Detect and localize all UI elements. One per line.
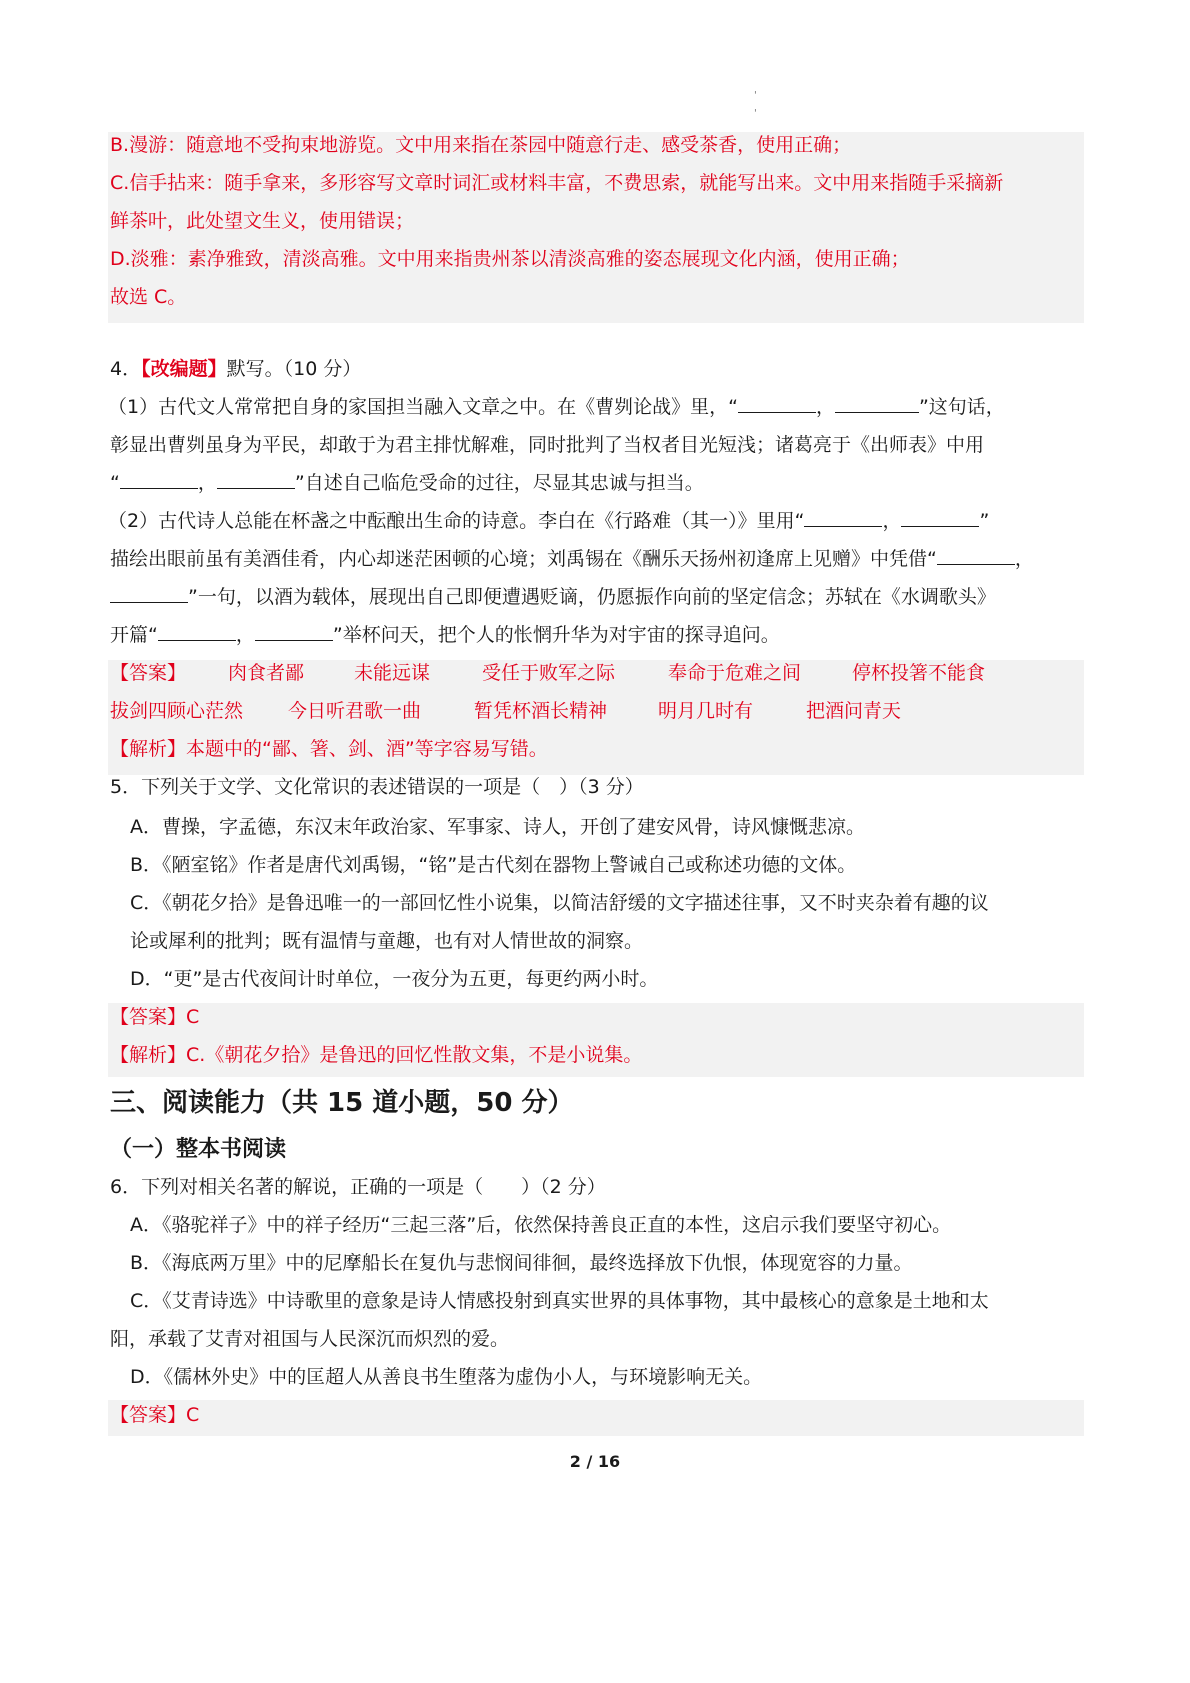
text: （2）古代诗人总能在杯盏之中酝酿出生命的诗意。李白在《行路难（其一）》里用“ [108,510,805,532]
fill-blank[interactable] [738,394,816,413]
scan-mark: ' [754,90,757,101]
q6-option-b: B．《海底两万里》中的尼摩船长在复仇与悲悯间徘徊，最终选择放下仇恨，体现宽容的力量。 [130,1252,913,1274]
answer-item: 把酒问青天 [806,700,902,722]
text: ”这句话， [918,396,1005,418]
q3-explain-c-line1: C.信手拈来：随手拿来，多形容写文章时词汇或材料丰富，不费思索，就能写出来。文中用来指随手采摘新 [110,172,1004,194]
q4-part1-line1 [108,394,1005,420]
answer-label: 【答案】 [110,1404,187,1426]
fill-blank[interactable] [804,508,882,527]
question-title: 默写。（10 分） [226,358,362,380]
page-number: 2 / 16 [569,1452,621,1471]
answer-item: 奉命于危难之间 [668,662,802,684]
q5-option-c-line1: C．《朝花夕拾》是鲁迅唯一的一部回忆性小说集，以简洁舒缓的文字描述往事，又不时夹杂着有趣的议 [130,892,989,914]
fill-blank[interactable] [110,584,188,603]
question-tag: 【改编题】 [141,358,227,380]
explain-label: 【解析】 [110,738,187,760]
q4-explanation [110,736,548,762]
q5-option-d: D．“更”是古代夜间计时单位，一夜分为五更，每更约两小时。 [130,968,659,990]
q4-part2-line2 [110,546,1034,572]
q5-stem: 5．下列关于文学、文化常识的表述错误的一项是（ ）（3 分） [110,776,644,798]
text: ， [1014,548,1034,570]
answer-value: C [186,1006,200,1028]
q4-part2-line1 [108,508,989,534]
text: ”自述自己临危受命的过往，尽显其忠诚与担当。 [294,472,704,494]
q6-option-c-line1: C．《艾青诗选》中诗歌里的意象是诗人情感投射到真实世界的具体事物，其中最核心的意象是土地和太 [130,1290,989,1312]
answer-item: 未能远谋 [354,662,431,684]
text: 描绘出眼前虽有美酒佳肴，内心却迷茫困顿的心境；刘禹锡在《酬乐天扬州初逢席上见赠》中凭借“ [110,548,937,570]
text: “ [110,472,120,494]
answer-item: 暂凭杯酒长精神 [474,700,608,722]
text: ， [815,396,835,418]
q6-option-d: D．《儒林外史》中的匡超人从善良书生堕落为虚伪小人，与环境影响无关。 [130,1366,763,1388]
answer-item: 肉食者鄙 [228,662,305,684]
q6-stem: 6．下列对相关名著的解说，正确的一项是（ ）（2 分） [110,1176,606,1198]
scan-mark: ' [754,108,757,119]
q3-explain-b: B.漫游：随意地不受拘束地游览。文中用来指在茶园中随意行走、感受茶香，使用正确； [110,134,852,156]
text: ”举杯问天，把个人的怅惘升华为对宇宙的探寻追问。 [332,624,780,646]
q5-answer [110,1004,199,1030]
answer-item: 今日听君歌一曲 [288,700,422,722]
subsection-heading: （一）整本书阅读 [110,1137,287,1162]
fill-blank[interactable] [835,394,919,413]
q5-option-c-line2: 论或犀利的批判；既有温情与童趣，也有对人情世故的洞察。 [130,930,644,952]
fill-blank[interactable] [901,508,979,527]
q6-answer [110,1402,199,1428]
q3-conclusion: 故选 C。 [110,286,187,308]
q4-part2-line4 [110,622,780,648]
q4-part2-line3 [110,584,996,610]
fill-blank[interactable] [255,622,333,641]
q6-answer-box [108,1400,1084,1436]
answer-label: 【答案】 [110,662,187,684]
answer-value: C [186,1404,200,1426]
q5-explanation [110,1042,642,1068]
q4-title [110,356,361,382]
answer-item: 拔剑四顾心茫然 [110,700,244,722]
text: 开篇“ [110,624,158,646]
fill-blank[interactable] [937,546,1015,565]
answer-item: 明月几时有 [658,700,754,722]
section-heading: 三、阅读能力（共 15 道小题，50 分） [110,1088,574,1118]
text: ， [882,510,902,532]
q6-option-a: A．《骆驼祥子》中的祥子经历“三起三落”后，依然保持善良正直的本性，这启示我们要坚守初心。 [130,1214,952,1236]
text: ”一句，以酒为载体，展现出自己即便遭遇贬谪，仍愿振作向前的坚定信念；苏轼在《水调歌头》 [188,586,996,608]
fill-blank[interactable] [120,470,198,489]
explain-text: 本题中的“鄙、箸、剑、酒”等字容易写错。 [186,738,548,760]
question-number: 4． [110,358,142,380]
q3-explain-c-line2: 鲜茶叶，此处望文生义，使用错误； [110,210,415,232]
q4-part1-line3 [110,470,704,496]
q6-option-c-line2: 阳，承载了艾青对祖国与人民深沉而炽烈的爱。 [110,1328,510,1350]
answer-label: 【答案】 [110,1006,187,1028]
text: （1）古代文人常常把自身的家国担当融入文章之中。在《曹刿论战》里，“ [108,396,738,418]
answer-item: 停杯投箸不能食 [852,662,986,684]
q4-part1-line2: 彰显出曹刿虽身为平民，却敢于为君主排忧解难，同时批判了当权者目光短浅；诸葛亮于《出师表》中用 [110,434,985,456]
explain-text: C.《朝花夕拾》是鲁迅的回忆性散文集，不是小说集。 [186,1044,643,1066]
text: ” [979,510,990,532]
q5-option-b: B．《陋室铭》作者是唐代刘禹锡，“铭”是古代刻在器物上警诫自己或称述功德的文体。 [130,854,857,876]
q5-option-a: A．曹操，字孟德，东汉末年政治家、军事家、诗人，开创了建安风骨，诗风慷慨悲凉。 [130,816,865,838]
answer-item: 受任于败军之际 [482,662,616,684]
explain-label: 【解析】 [110,1044,187,1066]
text: ， [235,624,255,646]
fill-blank[interactable] [217,470,295,489]
text: ， [197,472,217,494]
q3-explain-d: D.淡雅：素净雅致，清淡高雅。文中用来指贵州茶以清淡高雅的姿态展现文化内涵，使用正确； [110,248,910,270]
fill-blank[interactable] [158,622,236,641]
